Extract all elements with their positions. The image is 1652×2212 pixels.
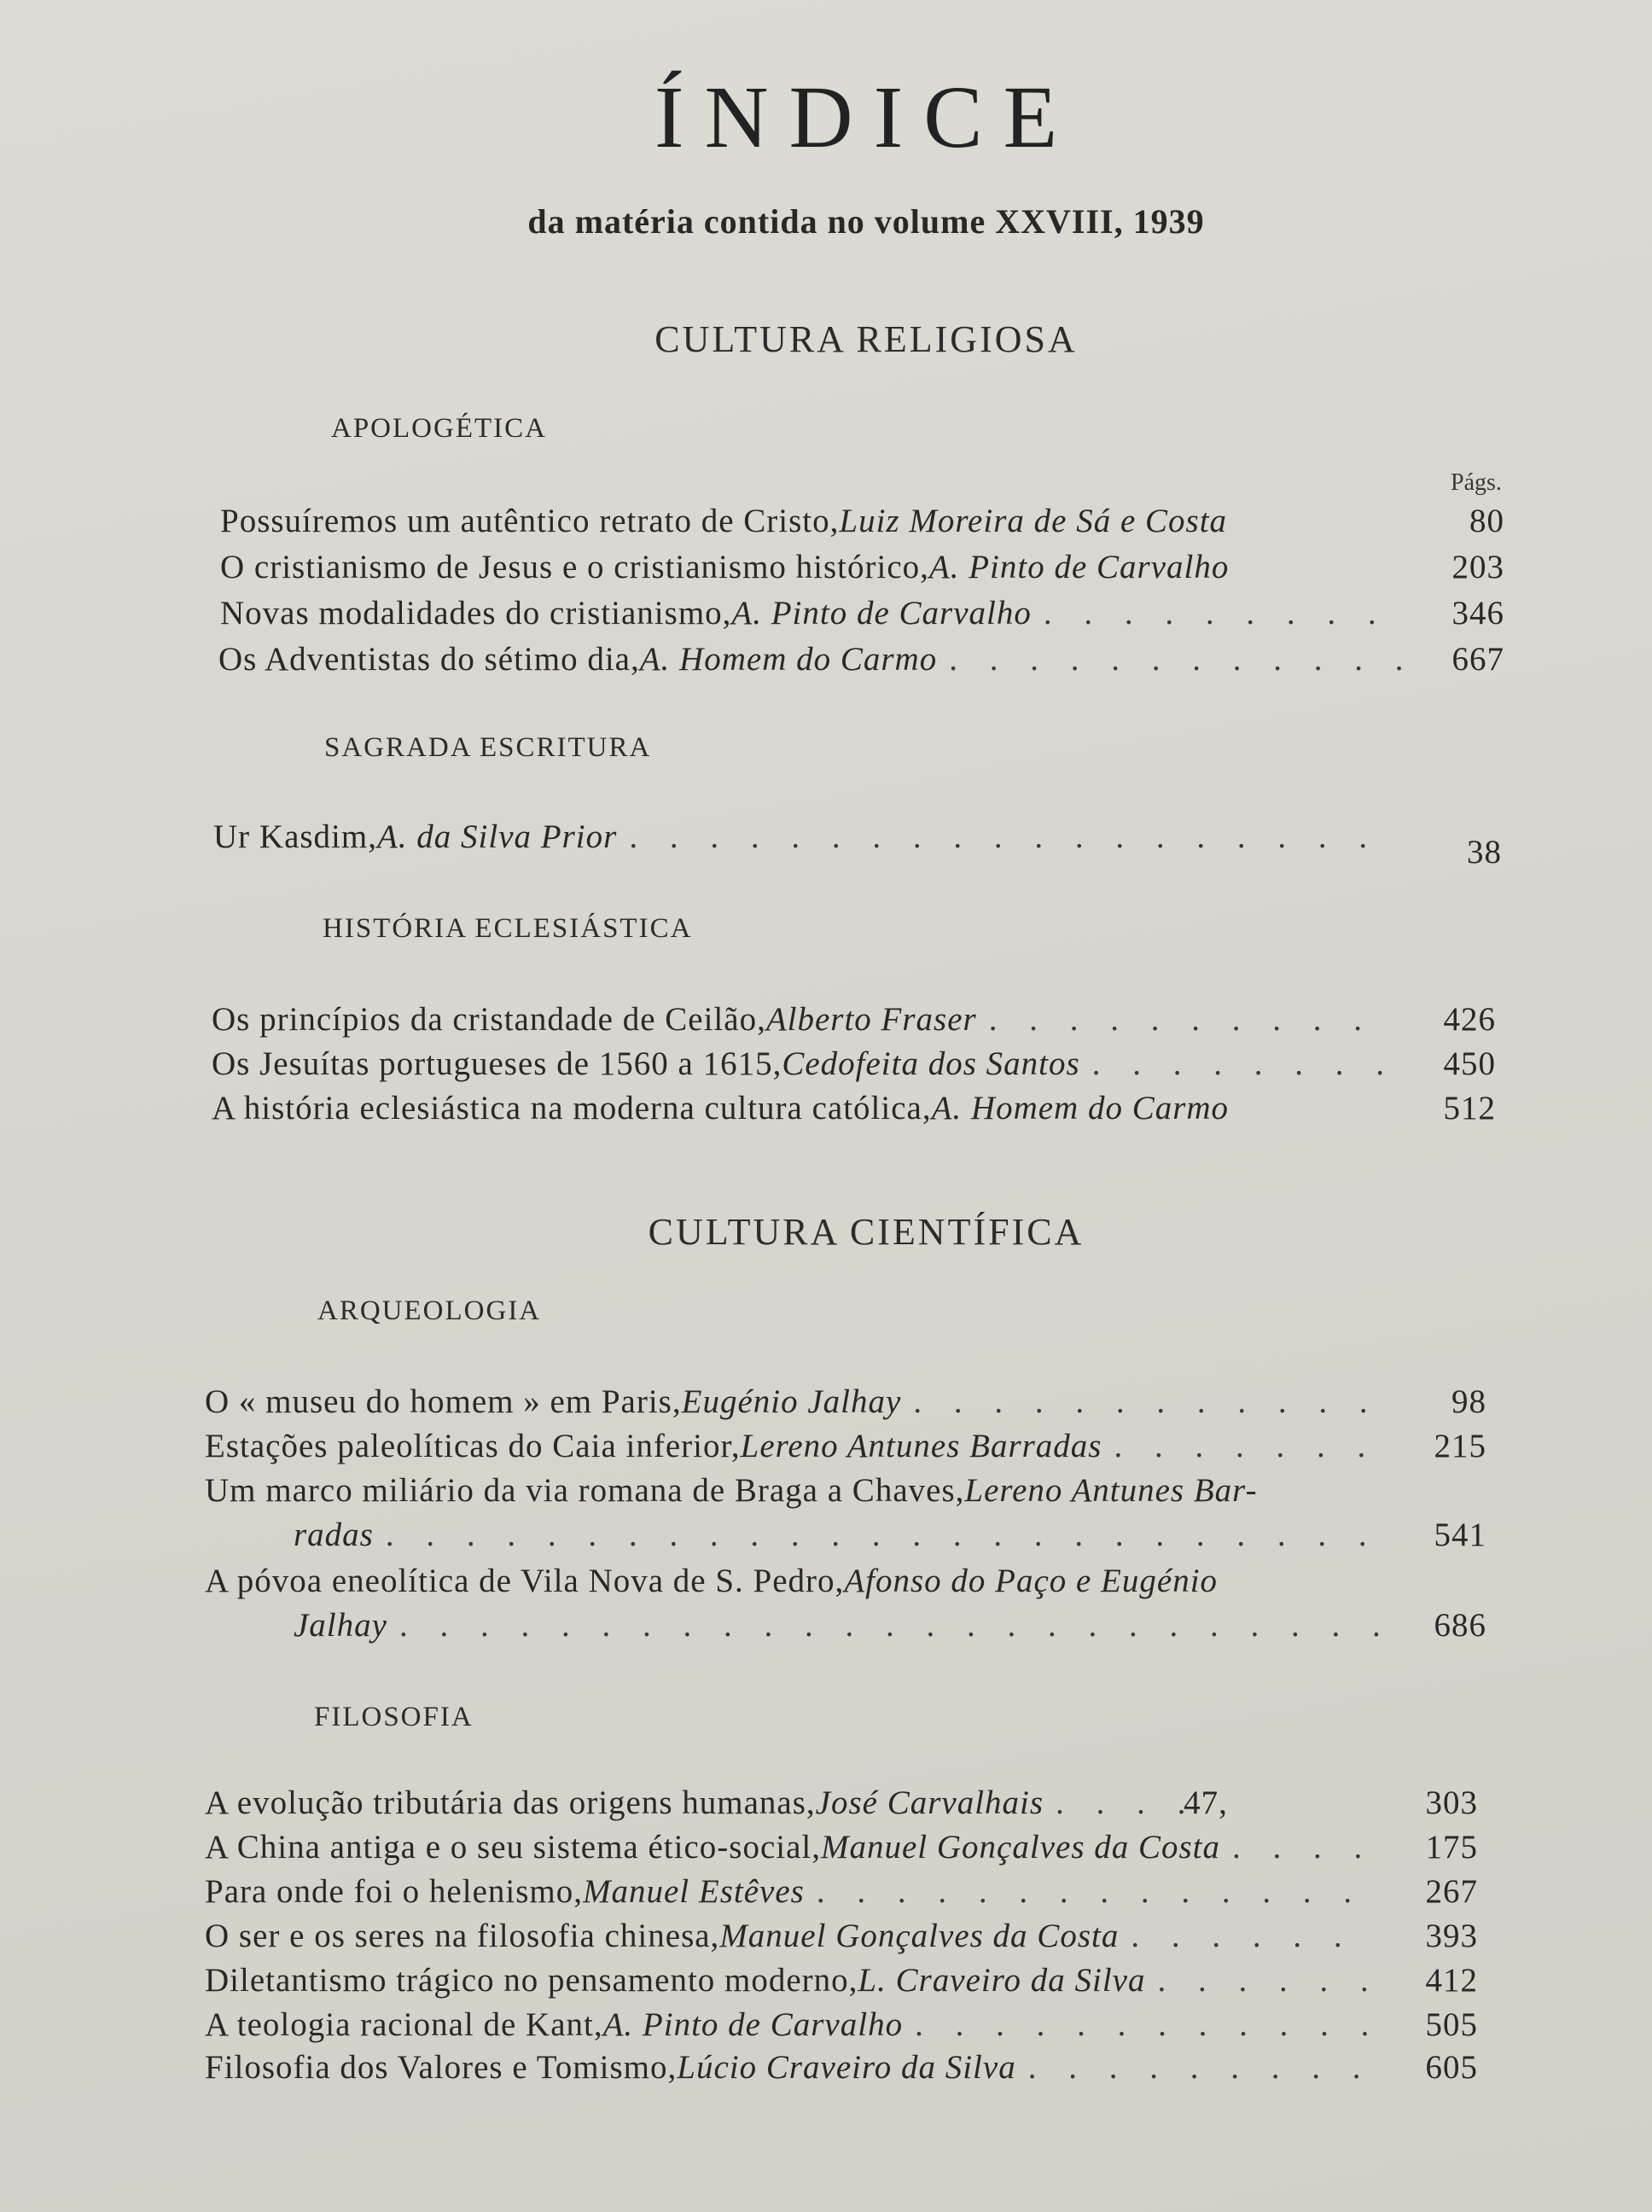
entry-title: Ur Kasdim, bbox=[213, 818, 377, 855]
entry-page: 512 bbox=[1443, 1090, 1496, 1126]
entry-page: 80 bbox=[1469, 503, 1504, 539]
entry-title: O ser e os seres na filosofia chinesa, bbox=[205, 1918, 720, 1954]
index-entry[interactable] bbox=[205, 1828, 1478, 1871]
entry-author: A. Pinto de Carvalho bbox=[731, 595, 1032, 632]
index-entry[interactable] bbox=[212, 1000, 1496, 1043]
leader-dots bbox=[1114, 1427, 1384, 1465]
index-entry[interactable] bbox=[205, 2005, 1478, 2048]
entry-author-continuation: radas bbox=[294, 1516, 374, 1553]
entry-title: Os Adventistas do sétimo dia, bbox=[218, 641, 640, 678]
entry-page: 346 bbox=[1451, 595, 1504, 632]
entry-title: A evolução tributária das origens humanas, bbox=[205, 1784, 816, 1821]
section-heading-cultura-cientifica: CULTURA CIENTÍFICA bbox=[648, 1211, 1085, 1253]
leader-dots bbox=[1028, 2048, 1376, 2087]
entry-title: Um marco miliário da via romana de Braga a Chaves, bbox=[205, 1472, 965, 1509]
index-entry[interactable] bbox=[212, 1089, 1496, 1132]
entry-author: Lereno Antunes Bar- bbox=[964, 1472, 1258, 1509]
entry-author: Alberto Fraser bbox=[765, 1001, 977, 1038]
entry-title: O « museu do homem » em Paris, bbox=[205, 1383, 682, 1420]
entry-page: 450 bbox=[1443, 1045, 1496, 1082]
entry-page: 267 bbox=[1425, 1873, 1478, 1910]
leader-dots bbox=[1044, 594, 1402, 632]
leader-dots bbox=[386, 1516, 1384, 1554]
entry-extra-page: 47, bbox=[1184, 1784, 1228, 1821]
group-heading-historia-eclesiastica: HISTÓRIA ECLESIÁSTICA bbox=[323, 913, 693, 944]
entry-author: A. da Silva Prior bbox=[376, 818, 618, 855]
entry-page: 412 bbox=[1425, 1962, 1478, 1999]
entry-author-continuation: Jalhay bbox=[294, 1607, 387, 1644]
entry-page: 175 bbox=[1425, 1829, 1478, 1866]
page-title: ÍNDICE bbox=[654, 68, 1079, 166]
entry-title: Os princípios da cristandade de Ceilão, bbox=[212, 1001, 766, 1038]
entry-page: 38 bbox=[1467, 834, 1502, 870]
entry-title: Possuíremos um autêntico retrato de Cristo, bbox=[220, 503, 840, 539]
entry-title: O cristianismo de Jesus e o cristianismo histórico, bbox=[220, 549, 929, 585]
index-entry-continuation[interactable] bbox=[294, 1606, 1486, 1649]
entry-page: 605 bbox=[1425, 2049, 1478, 2086]
index-entry[interactable] bbox=[205, 1382, 1486, 1425]
entry-author: Manuel Gonçalves da Costa bbox=[821, 1829, 1221, 1866]
entry-page: 686 bbox=[1434, 1607, 1486, 1644]
index-entry-continuation[interactable] bbox=[294, 1516, 1486, 1558]
entry-title: A China antiga e o seu sistema ético-social, bbox=[205, 1829, 821, 1866]
entry-author: Lereno Antunes Barradas bbox=[740, 1428, 1102, 1464]
index-entry[interactable] bbox=[220, 594, 1504, 637]
entry-author: L. Craveiro da Silva bbox=[858, 1962, 1146, 1999]
entry-title: Para onde foi o helenismo, bbox=[205, 1873, 583, 1910]
entry-author: Manuel Gonçalves da Costa bbox=[719, 1918, 1120, 1954]
entry-page: 505 bbox=[1425, 2006, 1478, 2043]
entry-author: A. Homem do Carmo bbox=[931, 1090, 1230, 1126]
index-entry[interactable] bbox=[220, 548, 1504, 591]
entry-title: Os Jesuítas portugueses de 1560 a 1615, bbox=[212, 1045, 782, 1082]
leader-dots bbox=[1157, 1961, 1376, 2000]
entry-author: A. Homem do Carmo bbox=[639, 641, 938, 678]
entry-title: Novas modalidades do cristianismo, bbox=[220, 595, 732, 632]
entry-page: 98 bbox=[1451, 1383, 1486, 1420]
entry-title: A teologia racional de Kant, bbox=[205, 2006, 603, 2043]
entry-page: 541 bbox=[1434, 1516, 1486, 1553]
entry-author: Afonso do Paço e Eugénio bbox=[844, 1563, 1219, 1599]
leader-dots bbox=[399, 1606, 1384, 1644]
leader-dots bbox=[989, 1000, 1393, 1039]
leader-dots bbox=[915, 2005, 1376, 2044]
entry-page: 393 bbox=[1425, 1918, 1478, 1954]
leader-dots bbox=[1232, 1828, 1376, 1866]
entry-page: 667 bbox=[1451, 641, 1504, 678]
entry-title: Estações paleolíticas do Caia inferior, bbox=[205, 1428, 741, 1464]
entry-title: Filosofia dos Valores e Tomismo, bbox=[205, 2049, 678, 2086]
entry-page: 303 bbox=[1425, 1784, 1478, 1821]
index-entry[interactable] bbox=[205, 1961, 1478, 2004]
pages-column-label: Págs. bbox=[1451, 469, 1502, 496]
group-heading-apologetica: APOLOGÉTICA bbox=[331, 413, 547, 444]
index-entry[interactable] bbox=[213, 818, 1502, 870]
index-entry[interactable] bbox=[205, 1562, 1486, 1604]
index-entry[interactable] bbox=[212, 1045, 1496, 1087]
entry-page: 215 bbox=[1434, 1428, 1486, 1464]
entry-title: Diletantismo trágico no pensamento moderno, bbox=[205, 1962, 858, 1999]
entry-page: 426 bbox=[1443, 1001, 1496, 1038]
entry-author: Eugénio Jalhay bbox=[681, 1383, 902, 1420]
index-entry[interactable] bbox=[220, 502, 1504, 544]
page-subtitle: da matéria contida no volume XXVIII, 1939 bbox=[527, 202, 1205, 241]
leader-dots bbox=[817, 1872, 1376, 1911]
section-heading-cultura-religiosa: CULTURA RELIGIOSA bbox=[654, 318, 1078, 360]
entry-author: Lúcio Craveiro da Silva bbox=[677, 2049, 1016, 2086]
leader-dots bbox=[629, 818, 1399, 856]
entry-page: 203 bbox=[1451, 549, 1504, 585]
entry-author: Luiz Moreira de Sá e Costa bbox=[839, 503, 1228, 539]
entry-author: A. Pinto de Carvalho bbox=[602, 2006, 904, 2043]
index-entry[interactable] bbox=[205, 1784, 1478, 1826]
index-entry[interactable] bbox=[205, 1471, 1486, 1514]
entry-title: A história eclesiástica na moderna cultura católica, bbox=[212, 1090, 932, 1126]
leader-dots bbox=[913, 1382, 1384, 1421]
group-heading-filosofia: FILOSOFIA bbox=[314, 1702, 474, 1732]
group-heading-arqueologia: ARQUEOLOGIA bbox=[317, 1295, 542, 1326]
index-entry[interactable] bbox=[205, 2048, 1478, 2091]
entry-author: José Carvalhais bbox=[815, 1784, 1044, 1821]
entry-title: A póvoa eneolítica de Vila Nova de S. Pedro, bbox=[205, 1563, 845, 1599]
leader-dots bbox=[949, 640, 1402, 678]
entry-author: A. Pinto de Carvalho bbox=[928, 549, 1230, 585]
index-entry[interactable] bbox=[205, 1427, 1486, 1470]
leader-dots bbox=[1092, 1045, 1393, 1083]
index-entry[interactable] bbox=[205, 1872, 1478, 1915]
group-heading-sagrada-escritura: SAGRADA ESCRITURA bbox=[324, 732, 652, 763]
leader-dots bbox=[1056, 1784, 1184, 1822]
leader-dots bbox=[1131, 1917, 1376, 1955]
index-entry[interactable] bbox=[218, 640, 1504, 683]
index-entry[interactable] bbox=[205, 1917, 1478, 1959]
entry-author: Cedofeita dos Santos bbox=[782, 1045, 1080, 1082]
entry-author: Manuel Estêves bbox=[582, 1873, 805, 1910]
